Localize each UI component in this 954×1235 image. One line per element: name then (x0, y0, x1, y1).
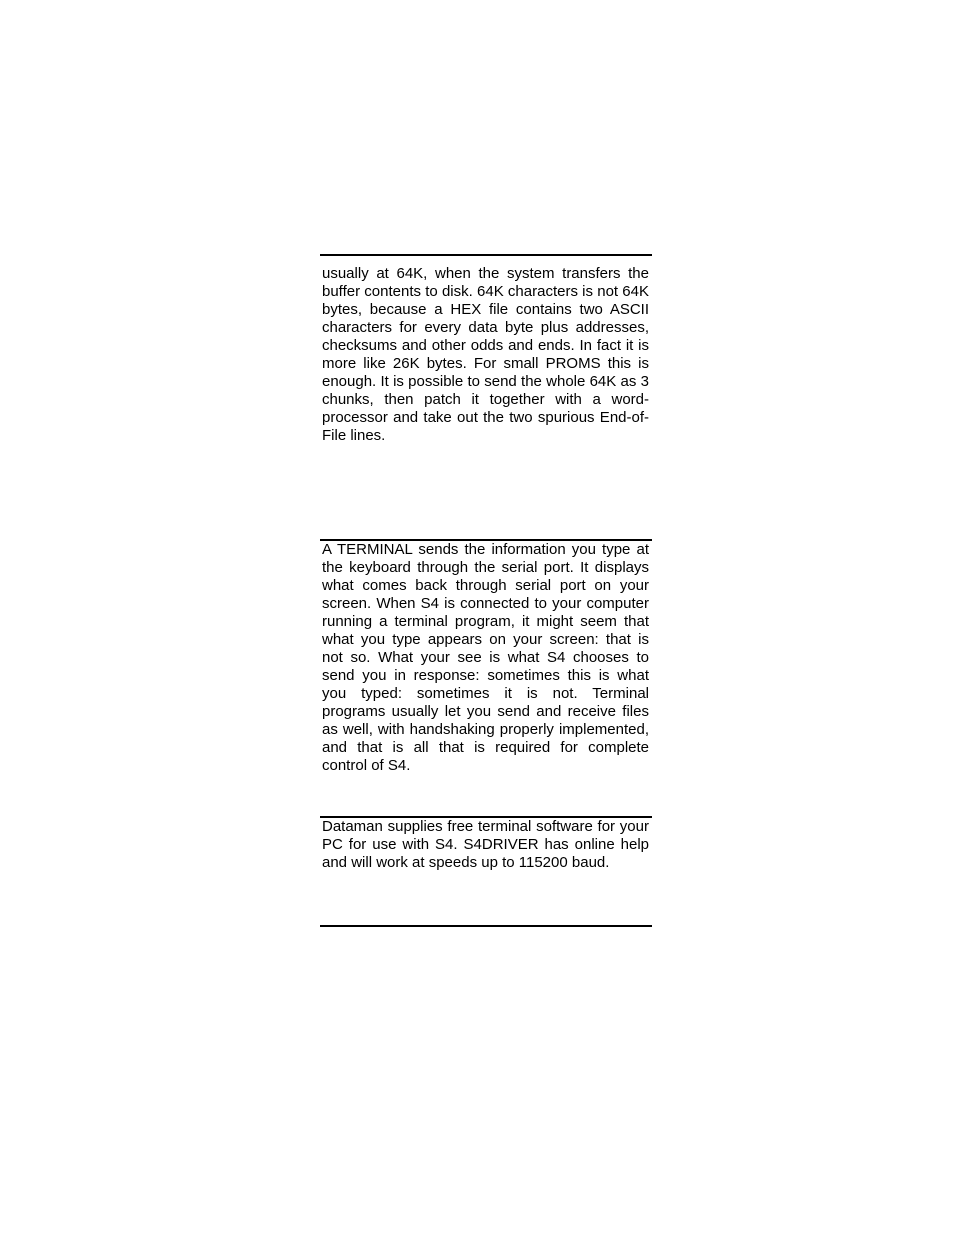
paragraph-dataman: Dataman supplies free terminal software for your PC for use with S4. S4DRIVER has online help and will work at speeds up to 115200 baud. (322, 818, 649, 871)
divider-rule-4 (320, 925, 652, 927)
paragraph-hex-buffer: usually at 64K, when the system transfers the buffer contents to disk. 64K characters is not 64K bytes, because a HEX file contains two ASCII characters for every data byte plus addresses, checksums and other odds and ends. In fact it is more like 26K bytes. For small PROMS this is enough. It is possible to send the whole 64K as 3 chunks, then patch it together with a word-processor and take out the two spurious End-of-File lines. (322, 265, 649, 444)
paragraph-terminal: A TERMINAL sends the information you type at the keyboard through the serial port. It displays what comes back through serial port on your screen. When S4 is connected to your computer running a terminal program, it might seem that what you type appears on your screen: that is not so. What your see is what S4 chooses to send you in response: sometimes this is what you typed: sometimes it is not. Terminal programs usually let you send and receive files as well, with handshaking properly implemented, and that is all that is required for complete control of S4. (322, 541, 649, 774)
divider-rule-1 (320, 254, 652, 256)
